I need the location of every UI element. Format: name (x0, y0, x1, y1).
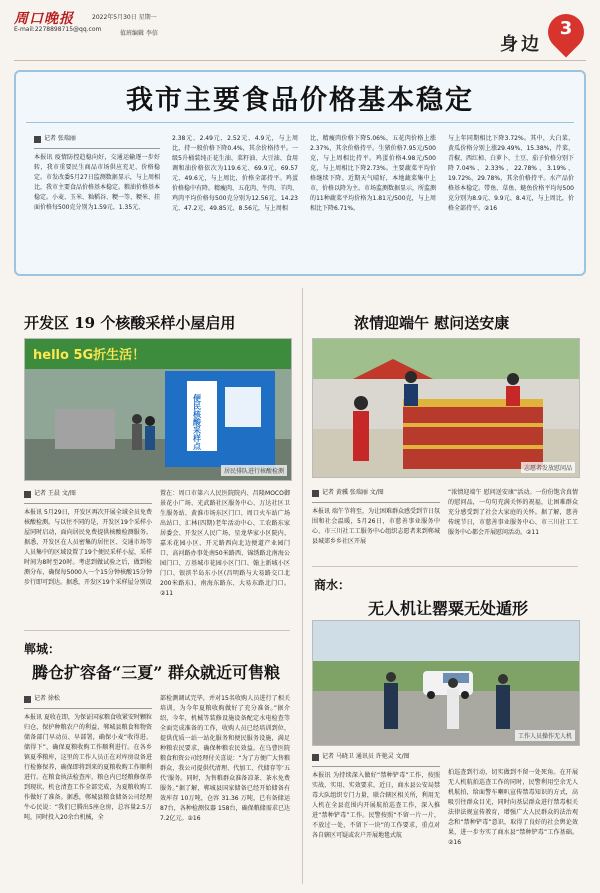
dragonboat-photo (312, 338, 580, 478)
dragonboat-col-1 (312, 488, 440, 547)
dragonboat-caption: 志愿者发放慰问品 (521, 462, 575, 473)
drone-title: 无人机让罂粟无处遁形 (368, 599, 529, 618)
drone-col-1-text: 本报讯 为持续深入做好“禁种铲毒”工作，按照实战、实用、实效要求，近日，商水县公安局禁毒大队组织专门力量，联合辖区相关所，利用无人机在全县范围内开展航拍巡查工作，深入推进“禁种铲毒”工作。民警按照“不留一片一片，不放过一处，不留下一块”的工作要求，重点对各自辖区可疑或农户开展地毯式航 (312, 772, 440, 839)
contact-email: E-mail:2278898715@qq.com (14, 26, 102, 33)
kaifa-caption: 居民排队进行核酸检测 (221, 465, 287, 476)
byline-rule (24, 503, 152, 504)
dragonboat-col-2: “浓情迎端午 慰问送安康”活动。一份份饱含真情的慰问品，一句句充满关怀的祝福，让困难群众充分感受到了社会大家庭的关怀。据了解，慈善传统节日，市慈善事业服务中心、市三川社工工服务中心都会开展慰问活动。②11 (448, 489, 578, 536)
byline-text: 记者 徐松 (34, 695, 60, 702)
headline-rule (26, 122, 574, 123)
price-col-2: 2.38元、2.49元、2.52元、4.9元，与上周比，持一般价格下降0.4%，其余价格持平。一级5升桶装纯正花生油、菜籽油、大豆油、食用调和油价格依次为119.6元、69.9元、69.57元、49.6元，与上周比，价格全部持平。鸡蛋价格稳中有降。精瘦肉、五花肉、牛肉、羊肉、鸡肉平均价格每500克分别为12.56元、14.23元、47.2元、49.85元、8.56元，与上周相 (172, 135, 299, 212)
dragonboat-byline (312, 488, 440, 498)
byline-marker-icon (24, 491, 31, 498)
kaifa-photo (24, 338, 292, 481)
booth-sign: 便民核酸采样点 (192, 394, 202, 450)
drone-field-image (313, 621, 579, 745)
byline-rule (34, 148, 160, 149)
masthead-rule (14, 60, 586, 61)
masthead (0, 0, 600, 62)
granary-kicker: 郸城： (24, 642, 61, 656)
drone-caption: 工作人员操作无人机 (515, 730, 575, 741)
kaifa-col-1-text: 本报讯 5月29日，开发区再次开展全域全员免费核酸检测。与以往不同的是，开发区19个采样小屋同时启动，面向居民免费提供核酸检测服务。据悉，开发区在人员密集的居住区、交通市场等人员集中的区域设置了19个便民采样小屋，采样时间为8时至20时。考虑到做试验之后，做到检测分布，确保每5000人一个15分钟核酸15分钟步行即可到达。据悉，开发区19个采样屋分别设 (24, 509, 152, 586)
section-rule (24, 630, 290, 631)
byline-rule (312, 766, 440, 767)
byline-marker-icon (312, 754, 319, 761)
granary-col-1 (24, 694, 152, 823)
volunteers-image (313, 339, 579, 477)
price-article-box (14, 70, 586, 276)
drone-col-2: 拍巡查到行动，切实做到不留一处死角。在开展无人机航拍巡查工作的同时，民警利用空余无人机航拍，给面警车喇叭宣传禁毒知识的方式，高吸引往群众目光，同时向基层群众进行禁毒相关法律法规宣传教育，增强广大人民群众的法治观念和“禁种铲毒”意识，取得了良好的社会舆论效果，进一步夯实了商水县“禁种铲毒”工作基础。②16 (448, 769, 578, 846)
granary-col-1-text: 本报讯 夏收在即，为保证国家粮食收紧安时颗粒归仓，保护种粮农户的利益，郸城县粮食和物资储备部门早动员、早部署，确保小麦“收得进、储得下”，确保夏粮收购工作顺利进行。在各乡镇夏季粮库，这里的工作人员正在对库房设备进行检修保养，确保即将到来的夏粮收购工作顺利进行。在粮食执法检查库，粮仓内已经粮修保养到现状，机仓清查工作全部完成，为夏粮收购工作做好了准备。据悉，郸城县粮食储备公司经理牛心民说：“我们已腾出5座仓房，总容量2.5万吨，同时投入20余台机械，全 (24, 714, 152, 821)
issue-date: 2022年5月30日 星期一 (92, 14, 157, 21)
granary-col-2: 部检测调试完毕，并对15名收购人员进行了相关培训，为今年夏粮收购做好了充分准备。”据介绍，今年，机械等装修设施设备配定水电检查等全面完成准备的工作，收购人员已经培训到位，提供优质一站一站化服务和便民服务设施，满足种粮农民要求，确保种粮农民效益。在乌曹医院粮食和资公司经理付关喜说：“为了方便广大售粮群众，我公司提供代清理、代加工、代储存等‘五代’服务。同时，为售粮群众准备凉茶、茶水免费服务。”据了解，郸城县国家储备已经开始储备有效库存 10万吨，仓容 31.36 万吨，已有备储运 87台，各种检测仪器 158台，确保粮储需求已达 7.2亿元。②16 (160, 695, 290, 822)
kaifa-title: 开发区 19 个核酸采样小屋启用 (24, 314, 236, 332)
byline-text: 记者 黄骥 张瑞丽 文/图 (322, 489, 384, 496)
section-name: 身边 (500, 34, 542, 55)
price-byline (34, 134, 160, 144)
drone-col-1 (312, 752, 440, 841)
drone-kicker: 商水： (314, 578, 351, 592)
drone-photo (312, 620, 580, 746)
section-rule (312, 566, 578, 567)
byline-text: 记者 张瑞丽 (44, 135, 76, 142)
banner-text: hello 5G折生活！ (33, 348, 146, 363)
byline-rule (312, 502, 440, 503)
page-number: 3 (559, 18, 573, 39)
price-col-3: 比，精瘦肉价格下降5.06%，五花肉价格上涨2.37%，其余价格持平。生猪价格7.95元/500克，与上周相比持平。鸡蛋价格4.98元/500克，与上周相比下降2.73%。主要蔬菜平均价格继续下降。近期天气晴好，本地蔬菜集中上市，价格以降为主。市场监测数据显示，所监测的11种蔬菜平均价格为1.81元/500克，与上周相比下降6.71%。 (310, 135, 437, 212)
price-headline: 我市主要食品价格基本稳定 (126, 85, 474, 116)
byline-marker-icon (24, 696, 31, 703)
kaifa-byline (24, 489, 152, 499)
column-divider (302, 288, 303, 884)
granary-byline (24, 694, 152, 704)
kaifa-col-2: 置在：周口市第六人民医院院内、昌隆MOCO御景花小广场、光武路社区服务中心、万达社区卫生服务站、黄淮市场东区门口、周口火车站广场出站口、汇林(四期)老年活动中心、工农路东家居委会、开发区人民广场、星龙华家小区院内、嘉禾花园小区、开元路西向北边便道产业园门口、高河路办事处南50米路西、锦绣路北南海公园门口、万基城市花园小区门口、翰上新城小区门口、银滨半岛东小区(昌明路与大易路交口北200米路东)、南海东路东、大易东路北门口。②11 (160, 490, 290, 597)
drone-byline (312, 752, 440, 762)
dragonboat-title: 浓情迎端午 慰问送安康 (354, 314, 510, 332)
sampling-booth-image (25, 339, 291, 480)
price-col-4: 与上年同期相比下降3.72%。其中，大白菜、黄瓜价格分别上涨29.49%、15.38%，芹菜、青椒、西红柿、白萝卜、土豆、茄子价格分别下降7.04%、2.33%、22.78%、3.19%、19.72%、29.78%，其余价格持平。水产品价格基本稳定。带鱼、草鱼、鲢鱼价格平均每500克分别为8.9元、9.9元、8.4元，与上周比，价格全部持平。②16 (448, 135, 575, 212)
byline-marker-icon (312, 490, 319, 497)
granary-title: 腾仓扩容备“三夏” 群众就近可售粮 (32, 663, 280, 682)
byline-text: 记者 马晓卫 通讯员 许艳灵 文/图 (322, 753, 410, 760)
byline-marker-icon (34, 136, 41, 143)
byline-text: 记者 王晨 文/图 (34, 490, 76, 497)
byline-rule (24, 708, 152, 709)
price-col-1-text: 本报讯 疫情防控趋稳向好，交通运输逐一步好转，我市重要民生商品市场供应充足、价格稳定。市发改委5月27日监测数据显示，与上周相比，我市主要食品价格基本稳定。粮油价格基本稳定。小麦、玉米、籼稻谷、粳一等、粳米、挂面价格每500克分别为1.59元、1.35元、 (34, 154, 161, 211)
duty-editors: 值班编辑 李信 (120, 30, 158, 37)
newspaper-logo: 周口晚报 (14, 11, 74, 27)
dragonboat-col-1-text: 本报讯 端午节将至，为让困难群众感受到节日氛围和社会温暖，5月26日，市慈善事业服务中心、市三川社工工服务中心组织志愿者来到郸城县城郊乡乡社区开展 (312, 508, 440, 545)
kaifa-col-1 (24, 489, 152, 588)
price-col-1 (34, 134, 160, 213)
